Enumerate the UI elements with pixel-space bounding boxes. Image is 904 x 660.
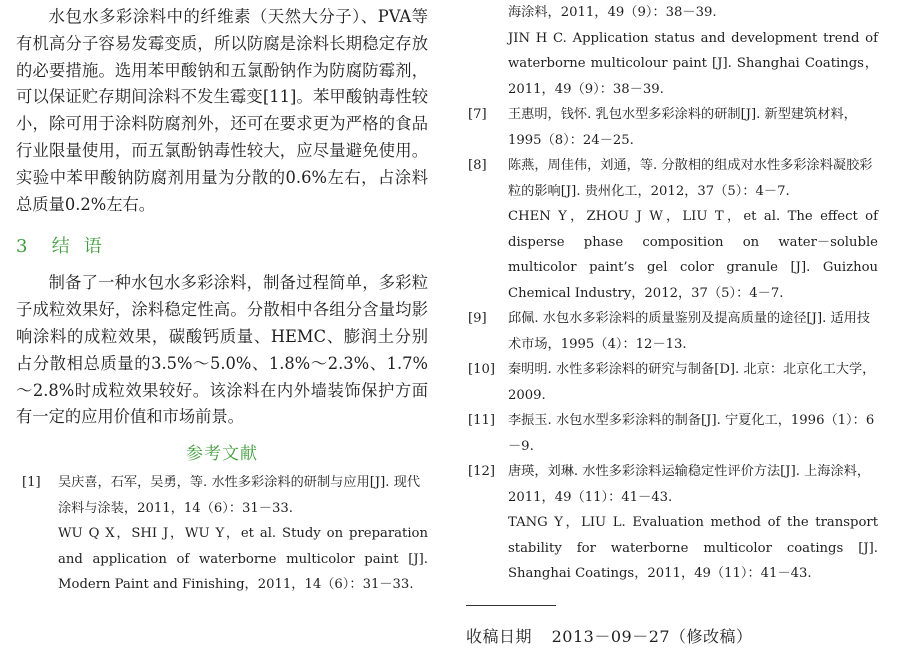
reference-item — [16, 470, 428, 598]
reference-item — [466, 102, 878, 153]
section-number: 3 — [16, 236, 28, 258]
reference-text-zh: 王惠明，钱怀. 乳包水型多彩涂料的研制[J]. 新型建筑材料，1995（8）：24－25. — [508, 107, 857, 148]
reference-text-en: TANG Y，LIU L. Evaluation method of the transport stability for waterborne multicolor coatings [J]. Shanghai Coatings，2011，49（11）：41－43. — [508, 515, 878, 581]
reference-item — [466, 153, 878, 306]
reference-text-en: WU Q X，SHI J，WU Y，et al. Study on preparation and application of waterborne multicolor paint [J]. Modern Paint and Finishing，2011，14（6）：31－33. — [58, 526, 428, 593]
received-date — [466, 624, 753, 647]
received-value: 2013－09－27（修改稿） — [551, 627, 753, 646]
references-list-left — [16, 470, 428, 598]
reference-item — [466, 0, 878, 102]
references-heading: 参考文献 — [186, 444, 258, 465]
reference-text-en: CHEN Y，ZHOU J W，LIU T，et al. The effect of disperse phase composition on water－soluble multicolor paint’s gel color granule [J]. Guizhou Chemical Industry，2012，37（5）：4－7. — [508, 209, 878, 301]
reference-number: [11] — [468, 413, 496, 428]
conclusion-paragraph: 制备了一种水包水多彩涂料，制备过程简单，多彩粒子成粒效果好，涂料稳定性高。分散相中各组分含量均影响涂料的成粒效果，碳酸钙质量、HEMC、膨润土分别占分散相总质量的3.5%～5.0%、1.8%～2.3%、1.7%～2.8%时成粒效果较好。该涂料在内外墙装饰保护方面有一定的应用价值和市场前景。 — [16, 273, 428, 427]
reference-number: [10] — [468, 362, 496, 377]
reference-item — [466, 459, 878, 587]
reference-text-zh: 李振玉. 水包水型多彩涂料的制备[J]. 宁夏化工，1996（1）：6－9. — [508, 413, 875, 454]
reference-text-zh: 吴庆喜，石军，吴勇，等. 水性多彩涂料的研制与应用[J]. 现代涂料与涂装，2011，14（6）：31－33. — [58, 475, 421, 516]
reference-text-zh: 邱佩. 水包水多彩涂料的质量鉴别及提高质量的途径[J]. 适用技术市场，1995（4）：12－13. — [508, 311, 871, 352]
reference-number: [12] — [468, 464, 496, 479]
reference-text-zh: 海涂料，2011，49（9）：38－39. — [508, 5, 717, 20]
right-column — [466, 0, 878, 587]
reference-number: [8] — [468, 158, 487, 173]
reference-text-en: JIN H C. Application status and development trend of waterborne multicolour paint [J]. Shanghai Coatings，2011，49（9）：38－39. — [508, 30, 878, 97]
reference-text-zh: 秦明明. 水性多彩涂料的研究与制备[D]. 北京：北京化工大学，2009. — [508, 362, 876, 403]
reference-text-zh: 唐瑛，刘琳. 水性多彩涂料运输稳定性评价方法[J]. 上海涂料，2011，49（11）：41－43. — [508, 464, 871, 505]
reference-number: [9] — [468, 311, 487, 326]
reference-item — [466, 357, 878, 408]
received-label: 收稿日期 — [466, 627, 533, 646]
footnote-rule — [466, 605, 556, 606]
body-paragraph: 水包水多彩涂料中的纤维素（天然大分子）、PVA等有机高分子容易发霉变质，所以防腐是涂料长期稳定存放的必要措施。选用苯甲酸钠和五氯酚钠作为防腐防霉剂，可以保证贮存期间涂料不发生霉变[11]。苯甲酸钠毒性较小，除可用于涂料防腐剂外，还可在要求更为严格的食品行业限量使用，而五氯酚钠毒性较大，应尽量避免使用。实验中苯甲酸钠防腐剂用量为分散的0.6%左右，占涂料总质量0.2%左右。 — [16, 7, 428, 214]
references-list-right — [466, 0, 878, 587]
reference-item — [466, 306, 878, 357]
section-heading — [16, 232, 428, 258]
section-title: 结语 — [51, 236, 116, 258]
reference-text-zh: 陈燕，周佳伟，刘通，等. 分散相的组成对水性多彩涂料凝胶彩粒的影响[J]. 贵州化工，2012，37（5）：4－7. — [508, 158, 873, 199]
left-column — [16, 0, 428, 598]
reference-number: [1] — [22, 475, 41, 491]
reference-number: [7] — [468, 107, 487, 122]
reference-item — [466, 408, 878, 459]
